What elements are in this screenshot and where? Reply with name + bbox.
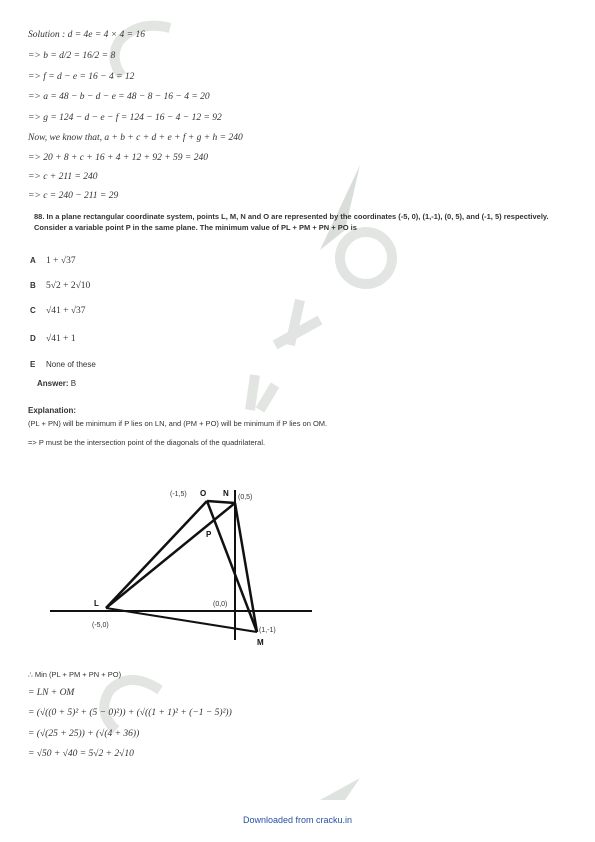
point-m-coord: (1,-1) [259,627,276,634]
solution-line-5: => g = 124 − d − e − f = 124 − 16 − 4 − 12 = 92 [28,113,222,123]
solution-line-2: => b = d/2 = 16/2 = 8 [28,51,116,61]
option-a-key: A [30,256,36,265]
point-n-coord: (0,5) [238,494,253,501]
point-l-label: L [94,599,99,608]
origin-coord: (0,0) [213,601,228,608]
solution-line-6: Now, we know that, a + b + c + d + e + f + g + h = 240 [28,133,243,143]
final-line-4: = (√(25 + 25)) + (√(4 + 36)) [28,729,140,739]
answer-value: B [70,379,77,388]
solution-line-3: => f = d − e = 16 − 4 = 12 [28,72,135,82]
question-number: 88. [34,212,45,221]
option-c-value: √41 + √37 [46,306,86,316]
diagonal-om [207,501,257,632]
diagonal-ln [106,503,235,608]
final-line-5: = √50 + √40 = 5√2 + 2√10 [28,749,134,759]
explanation-line-1: (PL + PN) will be minimum if P lies on LN, and (PM + PO) will be minimum if P lies on OM. [28,419,328,428]
option-a-value: 1 + √37 [46,256,76,266]
edge-on [207,501,235,503]
option-b-key: B [30,281,36,290]
solution-line-9: => c = 240 − 211 = 29 [28,191,119,201]
answer-label: Answer: [37,379,69,388]
option-d-value: √41 + 1 [46,334,76,344]
solution-line-1: Solution : d = 4e = 4 × 4 = 16 [28,30,145,40]
footer-download-link[interactable]: Downloaded from cracku.in [242,815,353,825]
final-line-2: = LN + OM [28,688,75,698]
point-l-coord: (-5,0) [92,622,109,629]
option-e-value: None of these [46,360,96,369]
option-b-value: 5√2 + 2√10 [46,281,91,291]
final-line-1: ∴ Min (PL + PM + PN + PO) [28,670,122,679]
edge-nm [235,503,257,632]
edge-lo [106,501,207,608]
point-o-label: O [200,489,207,498]
point-o-coord: (-1,5) [170,491,187,498]
point-p-label: P [206,530,212,539]
explanation-heading: Explanation: [28,406,77,415]
solution-line-8: => c + 211 = 240 [28,172,98,182]
solution-line-4: => a = 48 − b − d − e = 48 − 8 − 16 − 4 = 20 [28,92,210,102]
explanation-line-2: => P must be the intersection point of the diagonals of the quadrilateral. [28,438,266,447]
point-n-label: N [223,489,229,498]
final-line-3: = (√((0 + 5)² + (5 − 0)²)) + (√((1 + 1)² + (−1 − 5)²)) [28,708,232,718]
option-e-key: E [30,360,36,369]
option-d-key: D [30,334,36,343]
option-c-key: C [30,306,36,315]
question-text: In a plane rectangular coordinate system, points L, M, N and O are represented by the coordinates (-5, 0), (1,-1), (0, 5), and (-1, 5) respectively. Consider a variable point P in the same plane. The minimum value of PL + PM + PN + PO is [34,212,549,232]
point-m-label: M [257,638,264,647]
solution-line-7: => 20 + 8 + c + 16 + 4 + 12 + 92 + 59 = 240 [28,153,208,163]
